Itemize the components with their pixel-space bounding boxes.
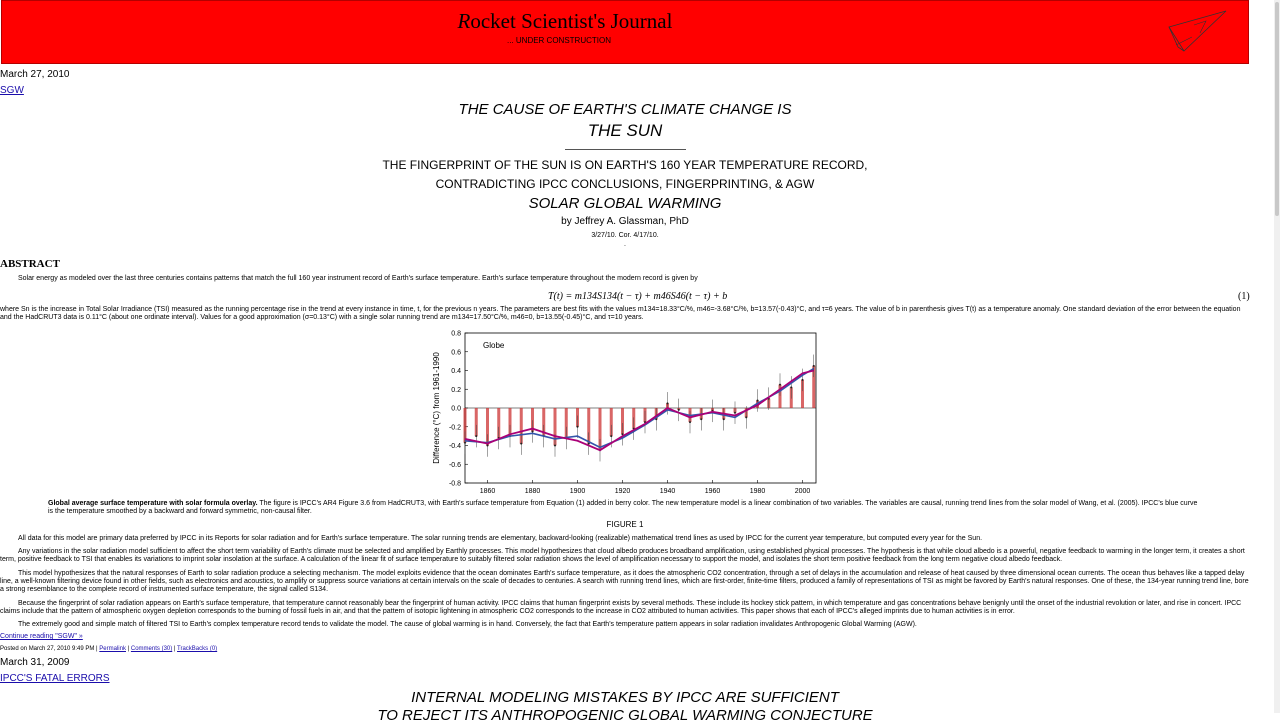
x-tick-label: 1960 [704, 488, 721, 495]
page-scrollbar[interactable] [1274, 0, 1280, 713]
body-paragraph: This model hypothesizes that the natural responses of Earth to solar radiation produce a selecting mechanism. The model exploits evidence that the ocean dominates Earth's surface temperature, as it does the atmospheric CO2 concentration, through a set of delays in the accumulation and release of heat caused by three dimensional ocean currents. The ocean thus behaves like a tapped delay line, a well-known filtering device found in other fields, such as electronics and acoustics, to amplify or suppress source variations at certain intervals on the scale of decades to centuries. A search with running trend lines, which are first-order, finite-time filters, produced a family of representations of TSI as might be favored by Earth's natural responses. One of these, the 134-year running trend line, bore a strong resemblance to the complete record of instrumented surface temperature, the signal called S134. [0, 570, 1249, 593]
data-point [678, 409, 680, 411]
x-tick-label: 1940 [659, 488, 676, 495]
posted-timestamp: Posted on March 27, 2010 9:49 PM | [0, 646, 100, 652]
x-tick-label: 1920 [614, 488, 631, 495]
post-headline-emphasis: THE SUN [587, 121, 663, 140]
y-axis-label: Difference (°C) from 1961-1990 [432, 352, 441, 464]
post-footer [0, 646, 217, 652]
trackbacks-link[interactable]: TrackBacks (0) [177, 646, 218, 652]
headline-divider [565, 149, 686, 150]
data-point [757, 400, 759, 402]
rocket-logo-icon [1164, 7, 1234, 57]
permalink-link[interactable]: Permalink [99, 646, 126, 652]
body-paragraph: All data for this model are primary data preferred by IPCC in its Reports for solar radiation and for Earth's surface temperature. The solar running trends are elementary, backward-looking (realizable) mathematical trend lines as used by IPCC for the current year temperature, but computed every year for the Sun. [18, 535, 983, 542]
category-link[interactable]: IPCC'S FATAL ERRORS [0, 673, 110, 684]
data-point [700, 418, 702, 420]
data-point [667, 402, 669, 404]
data-point [745, 416, 747, 418]
figure-label: FIGURE 1 [606, 520, 644, 529]
body-paragraph: Any variations in the solar radiation model sufficient to affect the short term variability of Earth's climate must be selected and amplified by Earthly processes. This model hypothesizes that cloud albedo produces broadband amplification, using established physical processes. The hypothesis is that while cloud albedo is a powerful, negative feedback to warming in the longer term, it creates a short term, positive feedback to TSI that enables its variations to imprint solar insolation at the surface. A calculation of the linear fit of surface temperature to suitably filtered solar radiation shows the level of amplification necessary to support the model, and isolates the short term positive feedback from the long term negative cloud albedo feedback. [0, 548, 1245, 563]
data-point [723, 418, 725, 420]
scrollbar-thumb[interactable] [1275, 2, 1279, 216]
y-tick-label: -0.6 [448, 461, 461, 469]
data-point [475, 435, 477, 437]
y-tick-label: 0.6 [451, 349, 461, 357]
data-point [577, 426, 579, 428]
footer-separator: | [125, 646, 131, 652]
data-point [790, 386, 792, 388]
data-point [520, 443, 522, 445]
data-point [734, 412, 736, 414]
category-link[interactable]: SGW [0, 85, 24, 96]
data-point [554, 445, 556, 447]
x-tick-label: 1860 [479, 488, 496, 495]
data-point [532, 430, 534, 432]
data-point [802, 379, 804, 381]
site-subtitle: ... UNDER CONSTRUCTION [507, 36, 611, 45]
site-title-text: ocket Scientist's Journal [470, 9, 673, 33]
post-subheadline: CONTRADICTING IPCC CONCLUSIONS, FINGERPRINTING, & AGW [435, 177, 815, 191]
site-title-initial: R [457, 9, 471, 33]
post-headline: INTERNAL MODELING MISTAKES BY IPCC ARE SUFFICIENT [411, 689, 839, 706]
body-paragraph: Because the fingerprint of solar radiation appears on Earth's surface temperature, that temperature cannot reasonably bear the fingerprint of human activity. IPCC claims that human fingerprint exists by several methods. These include its hockey stick pattern, in which temperature and gas concentrations behave benignly until the onset of the industrial revolution or later, and rise in concert. IPCC claims include that the pattern of atmospheric oxygen depletion corresponds to the burning of fossil fuels in air, and that the pattern of isotopic lightening in atmospheric CO2 corresponds to the increase in CO2 attributed to human activities. This paper shows that each of IPCC's alleged imprints due to human activities is in error. [0, 600, 1242, 615]
data-point [487, 445, 489, 447]
equation: T(t) = m134S134(t − τ) + m46S46(t − τ) + b [548, 291, 728, 302]
y-tick-label: 0.8 [451, 330, 461, 338]
y-tick-label: -0.4 [448, 443, 461, 450]
abstract-paragraph: where Sn is the increase in Total Solar Irradiance (TSI) measured as the running percentage rise in the trend at every instance in time, t, for the previous n years. The parameters are best fits with the values m134=18.33°C/%, m46=-3.68°C/%, b=13.57(-0.43)°C, and τ=6 years. The value of b in parenthesis gives T(t) as a temperature anomaly. One standard deviation of the error between the equation and the HadCRUT3 data is 0.11°C (about one ordinate interval). Values for a good approximation (σ=0.13°C) with a single solar running trend are m134=17.50°C/%, m46=0, b=13.55(-0.45)°C, and τ=10 years. [0, 306, 1241, 321]
footer-separator: | [172, 646, 178, 652]
figure-caption-title: Global average surface temperature with solar formula overlay. [48, 500, 258, 507]
site-title[interactable] [2, 9, 1128, 34]
data-point [610, 435, 612, 437]
temperature-chart[interactable] [429, 330, 821, 496]
equation-number: (1) [1238, 291, 1250, 302]
post-subheadline: THE FINGERPRINT OF THE SUN IS ON EARTH'S 160 YEAR TEMPERATURE RECORD, [382, 158, 868, 172]
comments-link[interactable]: Comments (30) [130, 646, 173, 652]
author-byline: by Jeffrey A. Glassman, PhD [561, 216, 689, 227]
y-tick-label: 0.0 [451, 405, 461, 413]
post-headline: THE CAUSE OF EARTH'S CLIMATE CHANGE IS [458, 101, 792, 118]
post-subheadline-title: SOLAR GLOBAL WARMING [528, 195, 722, 212]
figure-caption-text: The figure is IPCC's AR4 Figure 3.6 from HadCRUT3, with Earth's surface temperature from Equation (1) added in berry color. The new temperature model is a linear combination of two variables. The variables are causal, running trend lines from the solar model of Wang, et al. (2005). IPCC's blue curve is the temperature smoothed by a backward and forward symmetric, non-causal filter. [48, 500, 1198, 515]
y-tick-label: -0.2 [448, 424, 461, 432]
y-tick-label: 0.4 [451, 368, 461, 375]
continue-reading-link[interactable]: Continue reading "SGW" » [0, 633, 83, 640]
post-date: March 27, 2010 [0, 69, 70, 80]
figure-caption [48, 500, 1198, 516]
x-tick-label: 2000 [794, 488, 811, 495]
separator-dot: . [624, 241, 626, 248]
abstract-paragraph: Solar energy as modeled over the last three centuries contains patterns that match the full 160 year instrument record of Earth's surface temperature. Earth's surface temperature throughout the modern record is given by [18, 275, 698, 282]
x-tick-label: 1880 [524, 488, 541, 495]
data-point [689, 421, 691, 423]
body-paragraph: The extremely good and simple match of filtered TSI to Earth's complex temperature record tends to validate the model. The cause of global warming is in hand. Conversely, the fact that Earth's temperature pattern appears in solar radiation invalidates Anthropogenic Global Warming (AGW). [18, 621, 917, 628]
data-point [779, 384, 781, 386]
post-headline: TO REJECT ITS ANTHROPOGENIC GLOBAL WARMING CONJECTURE [377, 707, 873, 724]
y-tick-label: -0.8 [448, 480, 461, 488]
post-date: March 31, 2009 [0, 657, 70, 668]
panel-label: Globe [483, 341, 505, 350]
x-tick-label: 1900 [569, 488, 586, 495]
data-point [464, 442, 466, 444]
abstract-heading: ABSTRACT [0, 258, 60, 270]
x-tick-label: 1980 [749, 488, 766, 495]
revision-date: 3/27/10. Cor. 4/17/10. [591, 232, 659, 239]
y-tick-label: 0.2 [451, 386, 461, 394]
data-point [813, 365, 815, 367]
journal-banner [1, 0, 1249, 64]
